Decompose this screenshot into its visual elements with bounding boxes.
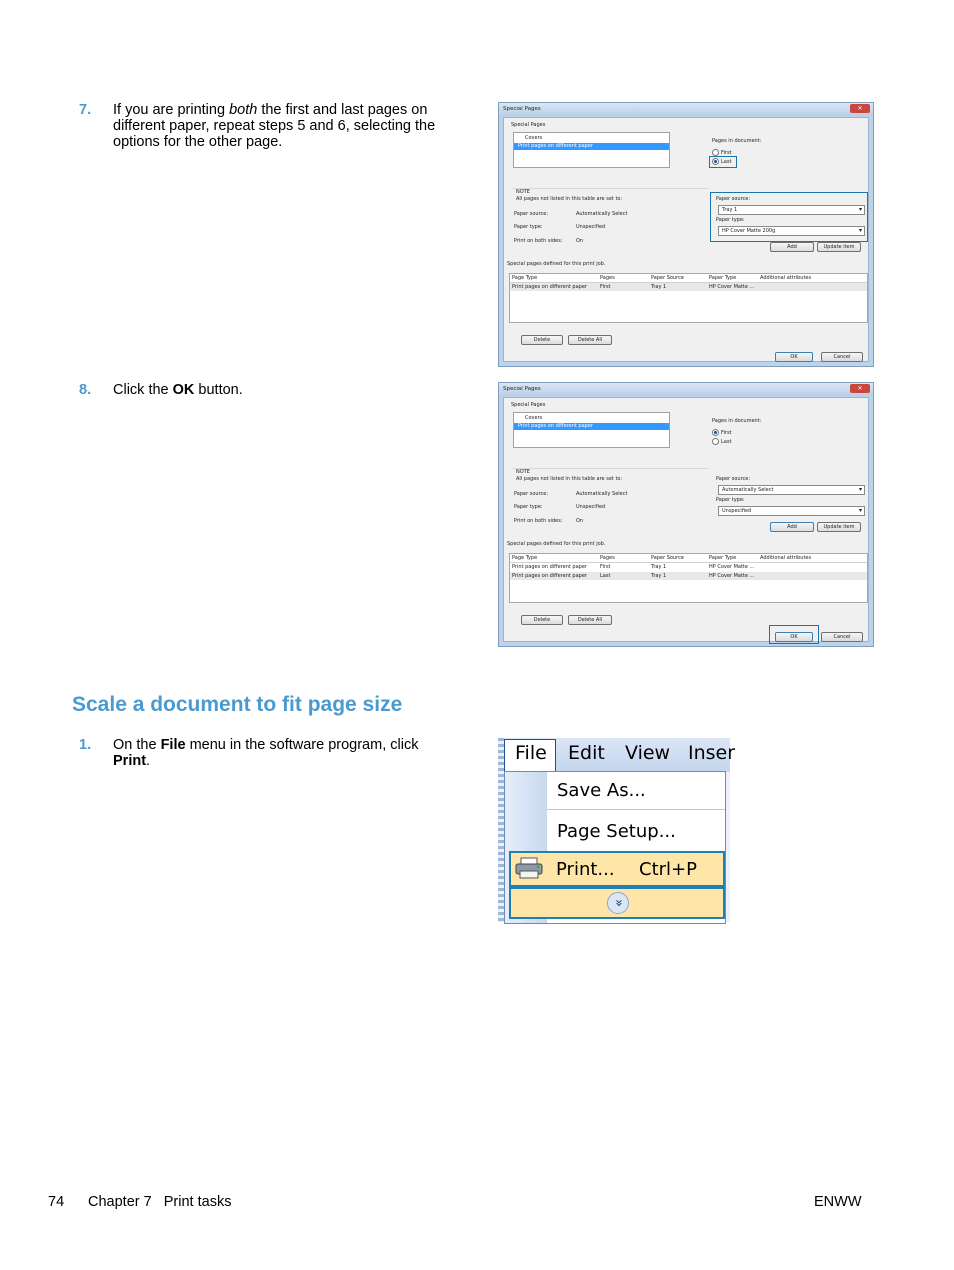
special-pages-list[interactable] [513, 132, 670, 168]
note-text: All pages not listed in this table are set to: [516, 476, 623, 482]
cell: HP Cover Matte ... [709, 573, 755, 579]
defined-label: Special pages defined for this print job. [507, 261, 606, 267]
defined-label: Special pages defined for this print job. [507, 541, 606, 547]
paper-type-label: Paper type: [514, 224, 543, 230]
cell: HP Cover Matte ... [709, 564, 755, 570]
text: If you are printing [113, 102, 230, 118]
radio-icon [712, 149, 719, 156]
separator [547, 809, 725, 810]
cell: Tray 1 [651, 284, 667, 290]
shortcut-label: Ctrl+P [639, 859, 697, 880]
ok-button[interactable]: OK [775, 352, 813, 362]
print-both-sides-label: Print on both sides: [514, 518, 563, 524]
print-label: Print... [556, 859, 615, 880]
close-icon[interactable]: ✕ [850, 104, 870, 113]
file-dropdown [504, 771, 726, 924]
add-button[interactable]: Add [770, 242, 814, 252]
title-bar [499, 383, 873, 396]
table-row[interactable] [510, 563, 867, 571]
radio-label: First [721, 150, 732, 156]
special-pages-list[interactable] [513, 412, 670, 448]
text: Click the [113, 382, 173, 398]
radio-icon [712, 429, 719, 436]
paper-source-label: Paper source: [514, 491, 549, 497]
print-both-sides-label: Print on both sides: [514, 238, 563, 244]
printer-icon [514, 857, 544, 879]
bold: File [160, 737, 186, 753]
paper-source-value: Automatically Select [576, 211, 628, 217]
menu-file[interactable]: File [515, 742, 547, 764]
file-menu-screenshot [498, 738, 736, 922]
column-header: Page Type [512, 555, 538, 561]
group-label: Special Pages [511, 122, 546, 128]
dialog-body [503, 117, 869, 362]
radio-icon [712, 438, 719, 445]
column-header: Paper Source [651, 275, 684, 281]
radio-label: Last [721, 439, 732, 445]
page-number: 74 [48, 1194, 65, 1210]
radio-first[interactable] [712, 149, 732, 156]
table-header [510, 274, 867, 283]
note-label: NOTE [516, 189, 530, 195]
paper-source-select[interactable] [718, 485, 865, 495]
emphasis: both [229, 102, 258, 118]
special-pages-dialog-1 [498, 102, 874, 367]
print-both-sides-value: On [576, 238, 584, 244]
menu-edit[interactable]: Edit [568, 742, 605, 764]
bold: Print [113, 753, 147, 769]
select-value: Automatically Select [722, 487, 774, 493]
column-header: Paper Type [709, 275, 737, 281]
table-header [510, 554, 867, 563]
cell: Last [600, 573, 611, 579]
list-item-label: Print pages on different paper [518, 423, 593, 429]
group-label: Special Pages [511, 402, 546, 408]
list-item[interactable]: Covers [525, 415, 543, 421]
pages-in-document-label: Pages in document: [712, 418, 762, 424]
delete-button[interactable]: Delete [521, 335, 563, 345]
step-text [113, 737, 453, 769]
chevron-double-down-icon[interactable]: » [607, 892, 629, 914]
footer-right: ENWW [814, 1194, 862, 1210]
cell: Print pages on different paper [512, 564, 587, 570]
title-bar [499, 103, 873, 116]
delete-button[interactable]: Delete [521, 615, 563, 625]
text: . [146, 753, 151, 769]
paper-type-label: Paper type: [716, 497, 745, 503]
step-number: 7. [79, 102, 92, 118]
dialog-title: Special Pages [503, 386, 541, 392]
select-value: Unspecified [722, 508, 752, 514]
select-value: HP Cover Matte 200g [722, 228, 776, 234]
step-number: 8. [79, 382, 92, 398]
cell: First [600, 284, 611, 290]
paper-type-label: Paper type: [514, 504, 543, 510]
column-header: Pages [600, 555, 615, 561]
cell: HP Cover Matte ... [709, 284, 755, 290]
column-header: Additional attributes [760, 555, 812, 561]
paper-type-label: Paper type: [716, 217, 745, 223]
chapter-label: Chapter 7 Print tasks [88, 1194, 232, 1210]
text: menu in the software program, click [185, 737, 419, 753]
paper-source-label: Paper source: [716, 476, 751, 482]
column-header: Paper Type [709, 555, 737, 561]
paper-type-select[interactable] [718, 506, 865, 516]
paper-type-value: Unspecified [576, 504, 606, 510]
paper-source-value: Automatically Select [576, 491, 628, 497]
step-number: 1. [79, 737, 92, 753]
special-pages-dialog-2 [498, 382, 874, 647]
paper-source-label: Paper source: [514, 211, 549, 217]
cell: Tray 1 [651, 573, 667, 579]
paper-source-select[interactable] [718, 205, 865, 215]
paper-source-label: Paper source: [716, 196, 751, 202]
radio-last[interactable] [712, 438, 731, 445]
dialog-body [503, 397, 869, 642]
divider [513, 468, 709, 469]
cell: First [600, 564, 611, 570]
column-header: Paper Source [651, 555, 684, 561]
highlight-box [709, 156, 737, 168]
column-header: Additional attributes [760, 275, 812, 281]
text: button. [194, 382, 243, 398]
menu-item-print[interactable] [509, 851, 725, 887]
column-header: Pages [600, 275, 615, 281]
menu-item-save-as[interactable]: Save As... [557, 780, 646, 801]
update-item-button[interactable]: Update item [817, 242, 861, 252]
print-both-sides-value: On [576, 518, 584, 524]
special-pages-table [509, 553, 868, 603]
list-item-label: Print pages on different paper [518, 143, 593, 149]
menu-view[interactable]: View [625, 742, 671, 764]
note-text: All pages not listed in this table are set to: [516, 196, 623, 202]
text: On the [113, 737, 161, 753]
delete-all-button[interactable]: Delete All [568, 335, 612, 345]
select-value: Tray 1 [722, 207, 738, 213]
pages-in-document-label: Pages in document: [712, 138, 762, 144]
list-item[interactable]: Covers [525, 135, 543, 141]
radio-label: Last [721, 159, 732, 165]
delete-all-button[interactable]: Delete All [568, 615, 612, 625]
table-row[interactable] [510, 283, 867, 291]
list-item-selected[interactable] [514, 143, 669, 150]
column-header: Page Type [512, 275, 538, 281]
list-item-selected[interactable] [514, 423, 669, 430]
cancel-button[interactable]: Cancel [821, 632, 863, 642]
step-text [113, 382, 453, 398]
table-row[interactable] [510, 572, 867, 580]
section-title: Scale a document to fit page size [72, 693, 403, 716]
cell: Tray 1 [651, 564, 667, 570]
special-pages-table [509, 273, 868, 323]
divider [513, 188, 709, 189]
step-text [113, 102, 453, 150]
dialog-title: Special Pages [503, 106, 541, 112]
menu-item-page-setup[interactable]: Page Setup... [557, 821, 676, 842]
bold: OK [172, 382, 195, 398]
paper-type-value: Unspecified [576, 224, 606, 230]
radio-label: First [721, 430, 732, 436]
radio-first[interactable] [712, 429, 732, 436]
menu-insert[interactable]: Inser [688, 742, 736, 764]
text: the first and last pages on different paper, repeat steps 5 and 6, selecting the options for the other page. [113, 102, 436, 150]
ok-button[interactable]: OK [775, 632, 813, 642]
note-label: NOTE [516, 469, 530, 475]
cell: Print pages on different paper [512, 573, 587, 579]
expand-menu-row[interactable] [509, 887, 725, 919]
paper-type-select[interactable] [718, 226, 865, 236]
close-icon[interactable]: ✕ [850, 384, 870, 393]
cell: Print pages on different paper [512, 284, 587, 290]
cancel-button[interactable]: Cancel [821, 352, 863, 362]
highlight-box [769, 625, 819, 644]
add-button[interactable]: Add [770, 522, 814, 532]
update-item-button[interactable]: Update item [817, 522, 861, 532]
